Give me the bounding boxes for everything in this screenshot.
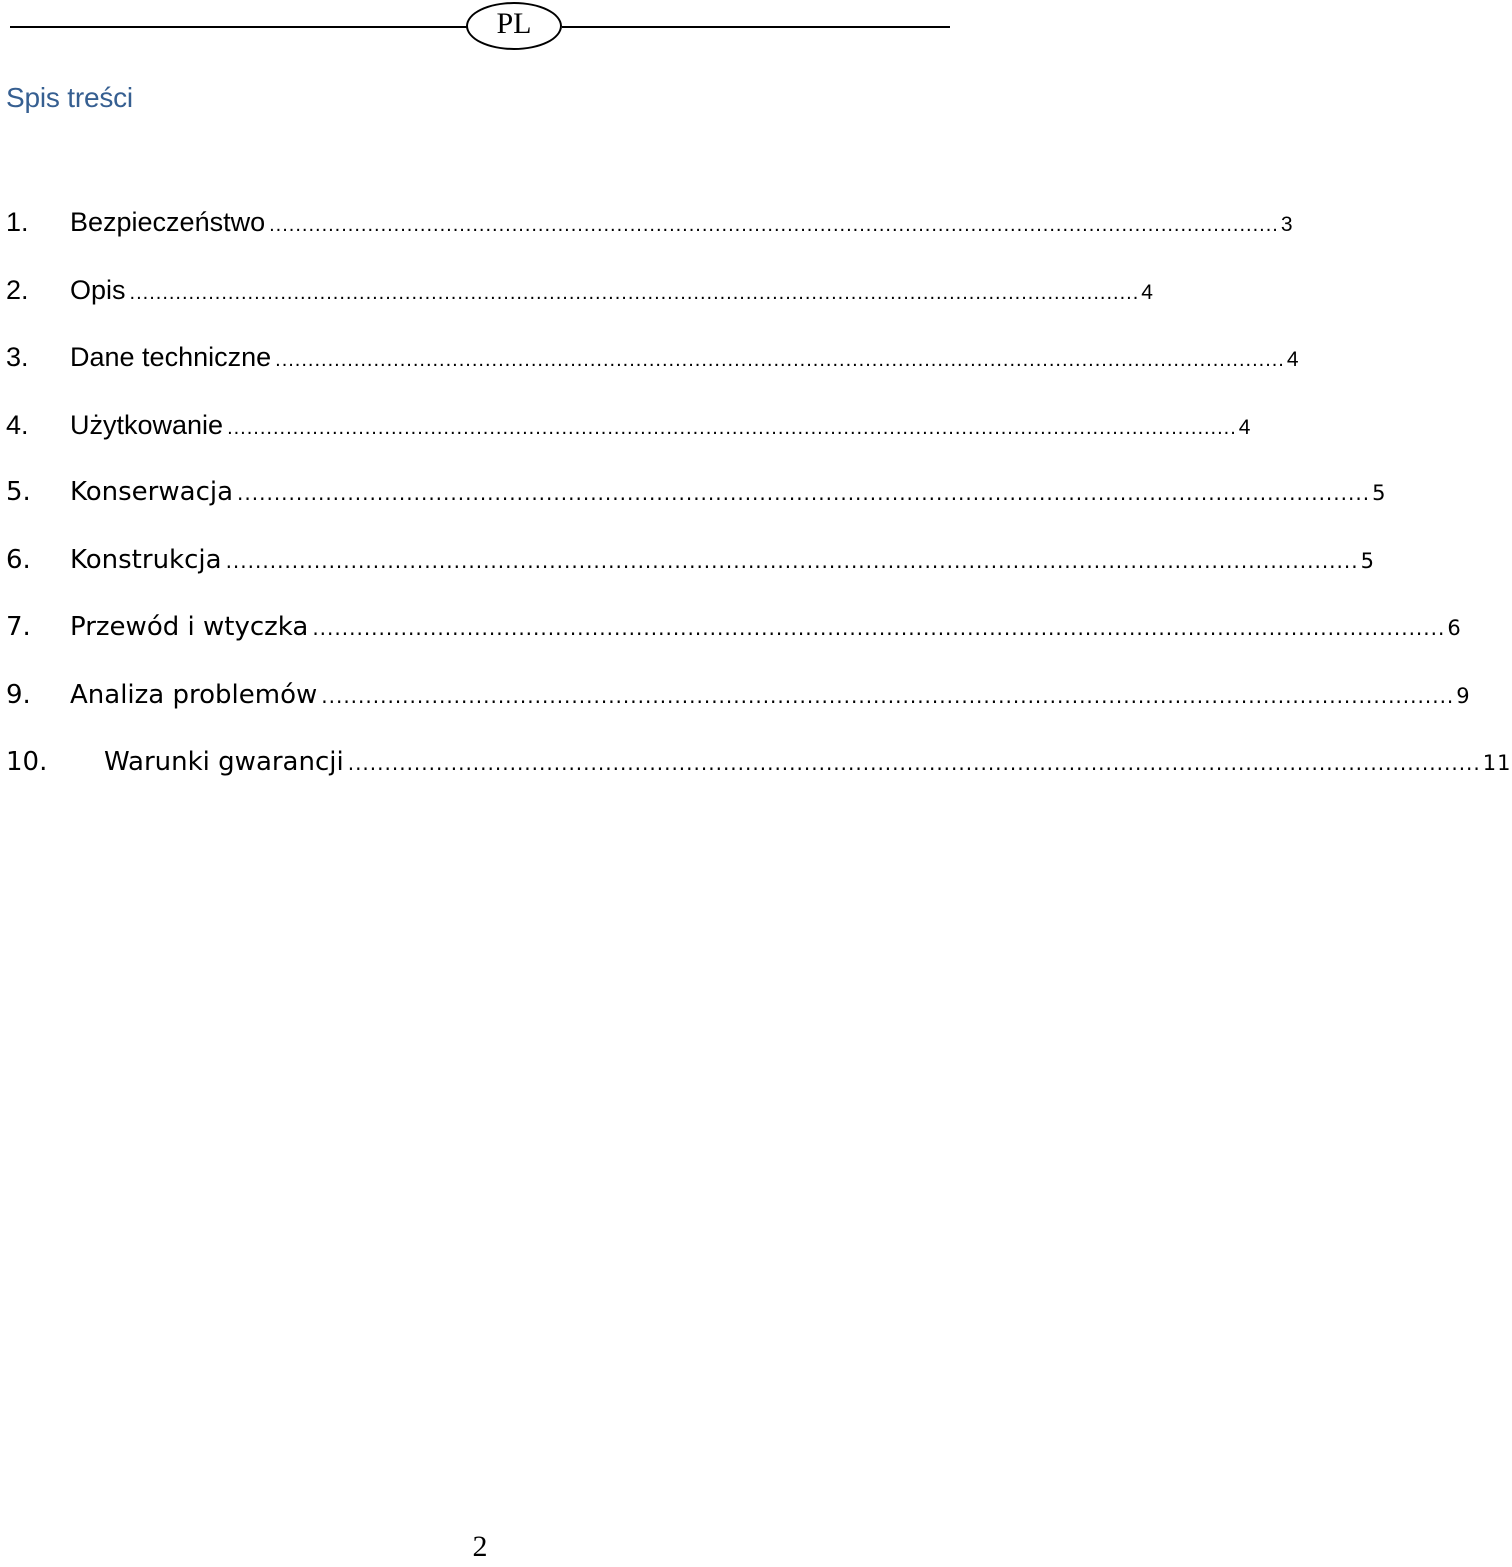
toc-dot-leader: ..........................................................................................................................................................	[129, 281, 1140, 304]
toc-entry-title: Przewód i wtyczka	[70, 612, 309, 642]
language-badge: PL	[466, 2, 562, 50]
toc-entry-technical-data[interactable]	[6, 335, 1299, 403]
header-rule-left	[10, 26, 468, 28]
toc-heading: Spis treści	[6, 82, 133, 113]
toc-entry-warranty[interactable]	[6, 740, 1512, 808]
toc-entry-page: 5	[1360, 548, 1375, 573]
toc-entry-page: 4	[1141, 280, 1153, 304]
toc-dot-leader: ..........................................................................................................................................................	[312, 616, 1446, 640]
toc-entry-title: Analiza problemów	[70, 679, 318, 710]
toc-dot-leader: ..........................................................................................................................................................	[275, 349, 1285, 371]
toc-entry-page: 3	[1280, 213, 1293, 236]
toc-entry-title: Konserwacja	[70, 477, 234, 507]
toc-entry-page: 6	[1447, 616, 1462, 640]
toc-entry-cord-and-plug[interactable]	[6, 605, 1462, 673]
table-of-contents	[6, 200, 1512, 808]
toc-entry-title: Opis	[70, 274, 126, 305]
toc-entry-number: 1.	[6, 207, 29, 237]
toc-dot-leader: ..........................................................................................................................................................	[347, 751, 1481, 775]
toc-entry-number: 6.	[6, 544, 31, 575]
toc-entry-page: 4	[1286, 348, 1299, 371]
toc-dot-leader: ..........................................................................................................................................................	[321, 683, 1455, 708]
toc-entry-construction[interactable]	[6, 538, 1375, 606]
toc-dot-leader: ..........................................................................................................................................................	[225, 548, 1359, 573]
toc-entry-title: Użytkowanie	[70, 409, 224, 440]
toc-entry-number: 3.	[6, 342, 29, 372]
toc-entry-maintenance[interactable]	[6, 470, 1387, 538]
toc-entry-number: 10.	[6, 747, 48, 777]
toc-dot-leader: ..........................................................................................................................................................	[237, 481, 1371, 505]
toc-entry-usage[interactable]	[6, 403, 1251, 471]
toc-entry-number: 2.	[6, 274, 29, 305]
toc-entry-troubleshooting[interactable]	[6, 673, 1471, 741]
toc-entry-title: Warunki gwarancji	[104, 747, 344, 777]
toc-entry-number: 7.	[6, 612, 31, 642]
toc-entry-page: 4	[1238, 415, 1251, 439]
toc-entry-title: Dane techniczne	[70, 342, 272, 372]
toc-entry-page: 11	[1482, 751, 1512, 775]
toc-entry-safety[interactable]	[6, 200, 1293, 268]
header-rule-right	[562, 26, 950, 28]
toc-entry-page: 9	[1456, 683, 1471, 708]
toc-entry-number: 5.	[6, 477, 31, 507]
page-number: 2	[472, 1530, 488, 1563]
toc-entry-title: Konstrukcja	[70, 544, 222, 575]
toc-entry-page: 5	[1372, 481, 1387, 505]
toc-entry-description[interactable]	[6, 268, 1153, 336]
toc-dot-leader: ..........................................................................................................................................................	[269, 214, 1279, 236]
toc-dot-leader: ..........................................................................................................................................................	[227, 416, 1237, 439]
toc-entry-number: 4.	[6, 409, 29, 440]
toc-entry-title: Bezpieczeństwo	[70, 207, 266, 237]
toc-entry-number: 9.	[6, 679, 31, 710]
